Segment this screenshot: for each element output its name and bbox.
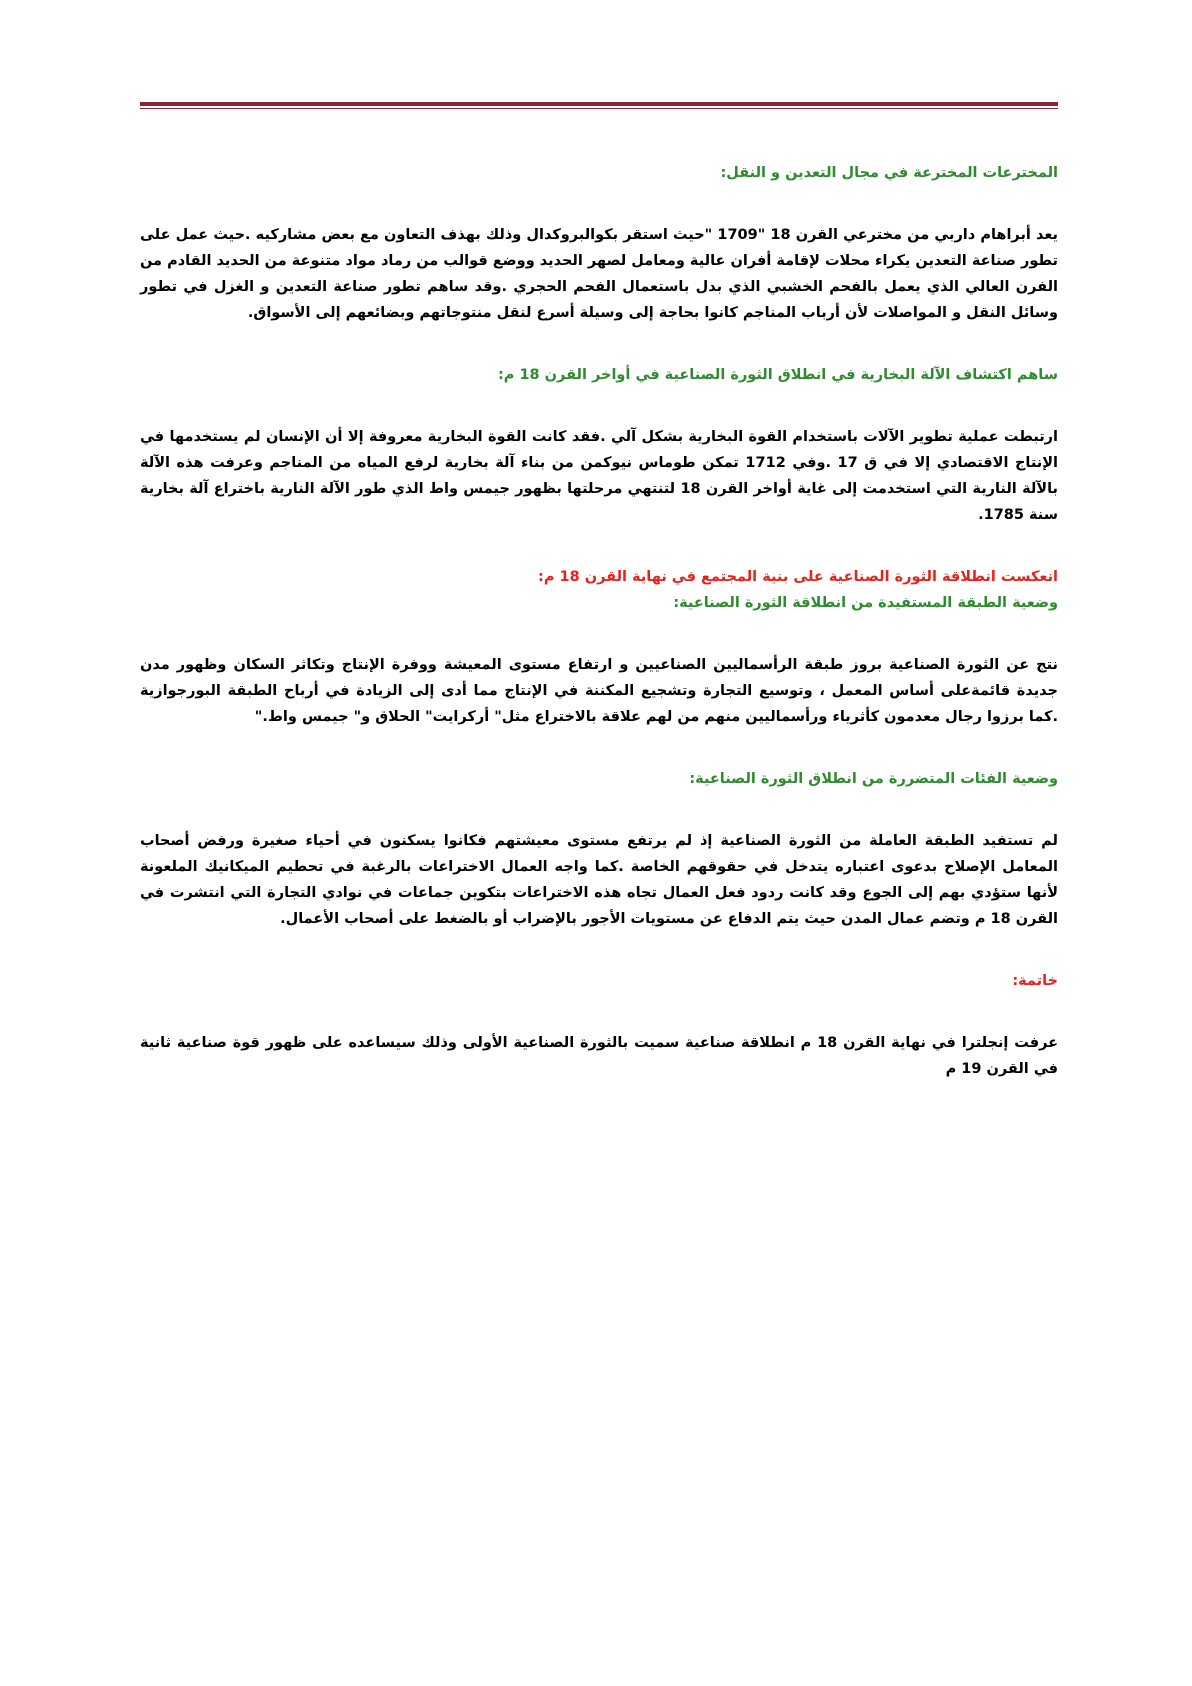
beneficiary-paragraph: نتج عن الثورة الصناعية بروز طبقة الرأسماليين الصناعيين و ارتفاع مستوى المعيشة ووفرة الإنتاج وتكاثر السكان وظهور مدن جديدة قائمةعلى أساس المعمل ، وتوسيع التجارة وتشجيع المكننة في الإنتاج مما أدى إلى الزيادة في أرباح الطبقة البورجوازية .كما برزوا رجال معدمون كأثرياء ورأسماليين منهم من لهم علاقة بالاختراع مثل" أركرايت" الحلاق و" جيمس واط." bbox=[140, 657, 1058, 725]
beneficiary-heading: وضعية الطبقة المستفيدة من انطلاقة الثورة الصناعية: bbox=[673, 595, 1058, 611]
affected-heading: وضعية الفئات المتضررة من انطلاق الثورة الصناعية: bbox=[689, 771, 1058, 787]
mining-paragraph: يعد أبراهام داربي من مخترعي القرن 18 "1709 "حيث استقر بكوالبروكدال وذلك بهذف التعاون مع بعض مشاركيه .حيث عمل على تطور صناعة التعدين يكراء محلات لإقامة أفران عالية ومعامل لصهر الحديد ووضع قوالب من رماد مواد متنوعة من الحديد القادم من الفرن العالي الذي يعمل بالفحم الخشبي الذي بدل باستعمال الفحم الحجري .وقد ساهم تطور صناعة التعدين و الغزل في تطور وسائل النقل و المواصلات لأن أرباب المناجم كانوا بحاجة إلى وسيلة أسرع لنقل منتوجاتهم وبضائعهم إلى الأسواق. bbox=[140, 227, 1058, 321]
mining-heading: المخترعات المخترعة في مجال التعدين و النقل: bbox=[720, 165, 1058, 181]
header-rule bbox=[140, 102, 1058, 106]
conclusion-heading: خاتمة: bbox=[1012, 973, 1058, 989]
document-content bbox=[140, 160, 1058, 1082]
affected-paragraph: لم تستفيد الطبقة العاملة من الثورة الصناعية إذ لم يرتفع مستوى معيشتهم فكانوا يسكنون في أحياء صغيرة ورفض أصحاب المعامل الإصلاح بدعوى اعتباره يتدخل في حقوقهم الخاصة .كما واجه العمال الاختراعات بالرغبة في تحطيم الميكانيك الملعونة لأنها ستؤدي بهم إلى الجوع وقد كانت ردود فعل العمال تجاه هذه الاختراعات بتكوين جماعات في نوادي التجارة التي انتشرت في القرن 18 م وتضم عمال المدن حيث يتم الدفاع عن مستويات الأجور بالإضراب أو بالضغط على أصحاب الأعمال. bbox=[140, 833, 1058, 927]
steam-heading: ساهم اكتشاف الآلة البخارية في انطلاق الثورة الصناعية في أواخر القرن 18 م: bbox=[497, 367, 1058, 383]
society-heading: انعكست انطلاقة الثورة الصناعية على بنية المجتمع في نهاية القرن 18 م: bbox=[538, 569, 1058, 585]
conclusion-paragraph: عرفت إنجلترا في نهاية القرن 18 م انطلاقة صناعية سميت بالثورة الصناعية الأولى وذلك سيساعده على ظهور قوة صناعية ثانية في القرن 19 م bbox=[140, 1035, 1058, 1077]
header-rule-thin bbox=[140, 108, 1058, 109]
steam-paragraph: ارتبطت عملية تطوير الآلات باستخدام القوة البخارية بشكل آلي .فقد كانت القوة البخارية معروفة إلا أن الإنسان لم يستخدمها في الإنتاج الاقتصادي إلا في ق 17 .وفي 1712 تمكن طوماس نيوكمن من بناء آلة بخارية لرفع المياه من المناجم وعرفت هذه الآلة بالآلة النارية التي استخدمت إلى غاية أواخر القرن 18 لتنتهي مرحلتها بظهور جيمس واط الذي طور الآلة النارية باختراع آلة بخارية سنة 1785. bbox=[140, 429, 1058, 523]
